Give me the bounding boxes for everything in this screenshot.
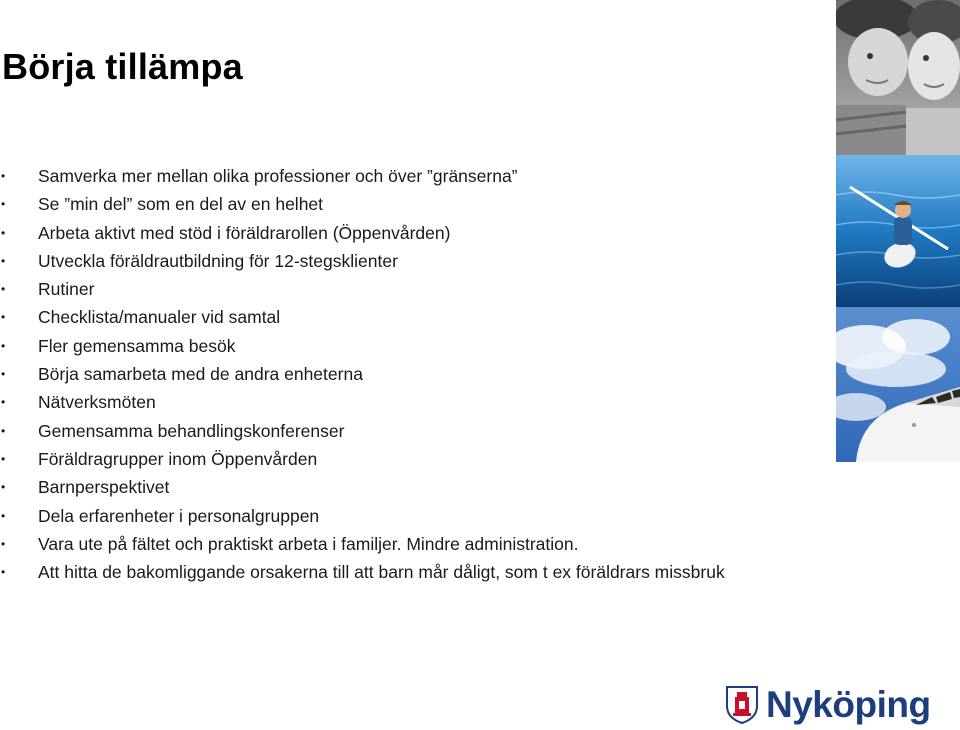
coat-of-arms-icon [726, 686, 758, 729]
bullet-list [0, 162, 725, 586]
bullet-icon: • [1, 197, 6, 212]
list-item: • Barnperspektivet [0, 473, 725, 501]
list-item: • Föräldragrupper inom Öppenvården [0, 445, 725, 473]
list-item: • Utveckla föräldrautbildning för 12-stegsklienter [0, 247, 725, 275]
list-item: • Gemensamma behandlingskonferenser [0, 417, 725, 445]
photo-strip [836, 0, 960, 462]
bullet-icon: • [1, 565, 6, 580]
list-item: • Att hitta de bakomliggande orsakerna till att barn mår dåligt, som t ex föräldrars missbruk [0, 558, 725, 586]
airplane-photo [836, 307, 960, 462]
bullet-icon: • [1, 225, 6, 240]
children-photo [836, 0, 960, 155]
list-item: • Samverka mer mellan olika professioner och över ”gränserna” [0, 162, 725, 190]
bullet-icon: • [1, 253, 6, 268]
list-item: • Fler gemensamma besök [0, 332, 725, 360]
kayak-photo [836, 155, 960, 307]
list-item: • Nätverksmöten [0, 388, 725, 416]
slide-title: Börja tillämpa [2, 46, 243, 87]
list-item: • Se ”min del” som en del av en helhet [0, 190, 725, 218]
list-item: • Börja samarbeta med de andra enheterna [0, 360, 725, 388]
bullet-icon: • [1, 169, 6, 183]
bullet-icon: • [1, 338, 6, 353]
list-item: • Rutiner [0, 275, 725, 303]
bullet-icon: • [1, 367, 6, 382]
nykoping-logo [726, 684, 946, 726]
bullet-icon: • [1, 480, 6, 495]
list-item: • Arbeta aktivt med stöd i föräldrarollen (Öppenvården) [0, 219, 725, 247]
bullet-icon: • [1, 536, 6, 551]
list-item: • Vara ute på fältet och praktiskt arbeta i familjer. Mindre administration. [0, 530, 725, 558]
logo-wordmark: Nyköping [766, 684, 931, 725]
bullet-icon: • [1, 423, 6, 438]
bullet-icon: • [1, 310, 6, 325]
bullet-icon: • [1, 395, 6, 410]
bullet-icon: • [1, 451, 6, 466]
bullet-icon: • [1, 508, 6, 523]
list-item: • Dela erfarenheter i personalgruppen [0, 502, 725, 530]
list-item: • Checklista/manualer vid samtal [0, 303, 725, 331]
bullet-icon: • [1, 282, 6, 297]
